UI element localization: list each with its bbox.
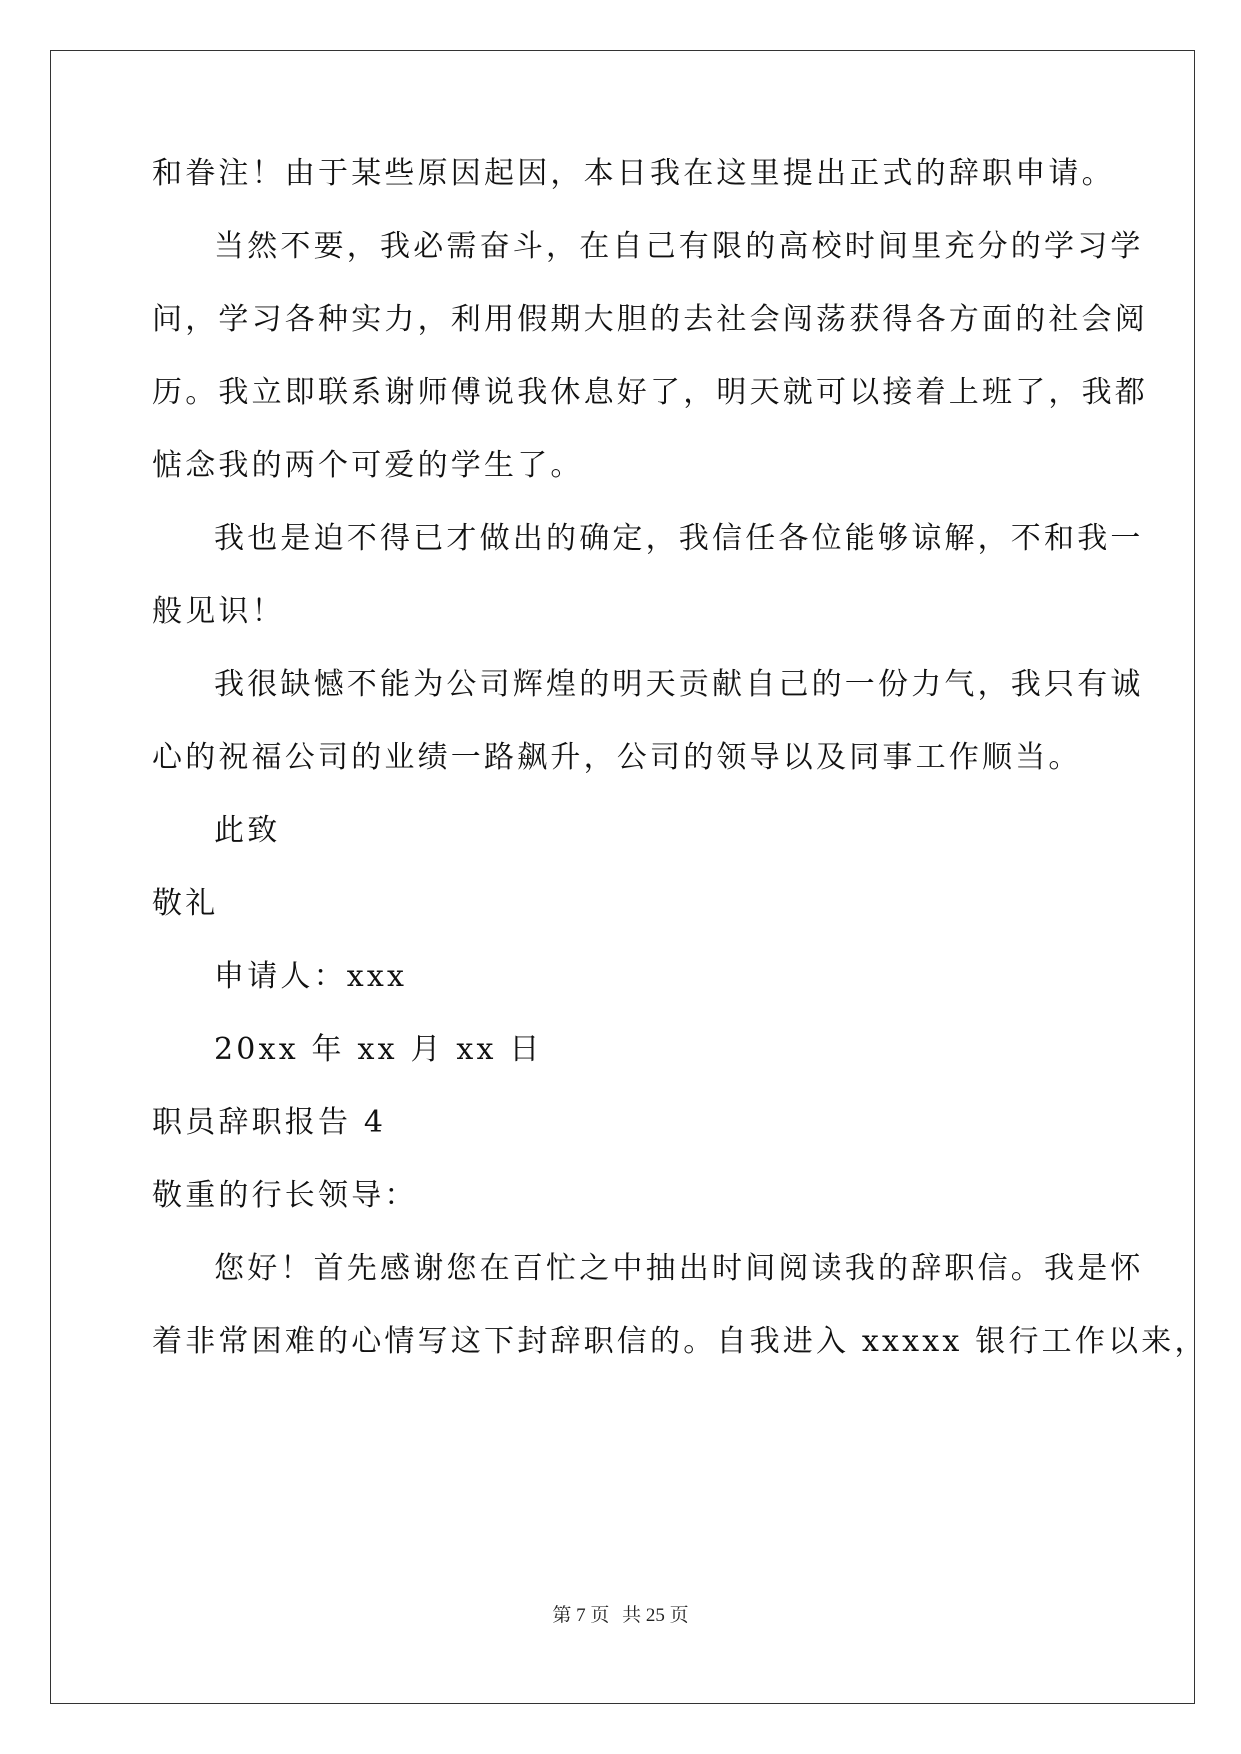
- section-heading: 职员辞职报告 4: [152, 1105, 387, 1140]
- paragraph-line: 问，学习各种实力，利用假期大胆的去社会闯荡获得各方面的社会阅: [152, 302, 1148, 337]
- page-footer: [0, 1604, 1241, 1628]
- page-border: [50, 50, 1195, 1704]
- paragraph-line: 我也是迫不得已才做出的确定，我信任各位能够谅解，不和我一: [214, 521, 1144, 556]
- paragraph-line: 和眷注！由于某些原因起因，本日我在这里提出正式的辞职申请。: [152, 156, 1115, 191]
- paragraph-line: 您好！首先感谢您在百忙之中抽出时间阅读我的辞职信。我是怀: [214, 1251, 1144, 1286]
- paragraph-line: 心的祝福公司的业绩一路飙升，公司的领导以及同事工作顺当。: [152, 740, 1082, 775]
- paragraph-line: 我很缺憾不能为公司辉煌的明天贡献自己的一份力气，我只有诚: [214, 667, 1144, 702]
- closing-regards: 敬礼: [152, 886, 219, 921]
- closing-salutation: 此致: [214, 813, 281, 848]
- paragraph-line: 当然不要，我必需奋斗，在自己有限的高校时间里充分的学习学: [214, 229, 1144, 264]
- paragraph-line: 惦念我的两个可爱的学生了。: [152, 448, 584, 483]
- page-number: 第 7 页: [552, 1605, 610, 1626]
- paragraph-line: 历。我立即联系谢师傅说我休息好了，明天就可以接着上班了，我都: [152, 375, 1148, 410]
- paragraph-line: 着非常困难的心情写这下封辞职信的。自我进入 xxxxx 银行工作以来，: [152, 1324, 1208, 1359]
- paragraph-line: 般见识！: [152, 594, 285, 629]
- letter-date: 20xx 年 xx 月 xx 日: [214, 1032, 543, 1067]
- page-total: 共 25 页: [622, 1605, 689, 1626]
- applicant-signature: 申请人：xxx: [214, 959, 408, 994]
- letter-greeting: 敬重的行长领导：: [152, 1178, 418, 1213]
